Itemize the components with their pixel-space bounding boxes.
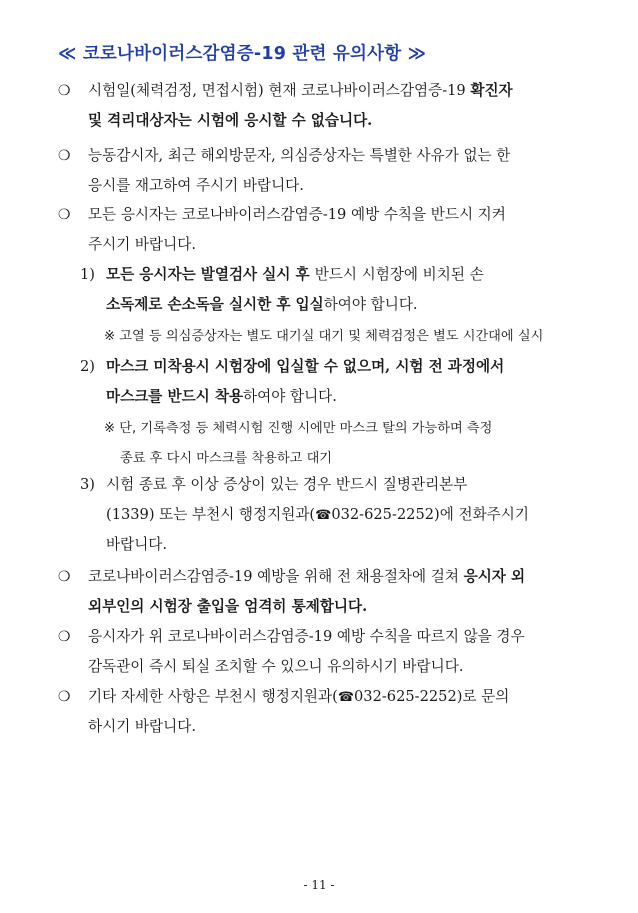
- notice-line: 능동감시자, 최근 해외방문자, 의심증상자는 특별한 사유가 없는 한: [88, 147, 511, 164]
- notice-item-6: [88, 682, 509, 742]
- notice-item-3: [88, 200, 506, 260]
- notice-item-2: [88, 141, 510, 201]
- page-number: - 11 -: [303, 878, 335, 892]
- sub-item-number: 2): [80, 358, 95, 375]
- bullet-icon: ❍: [58, 569, 71, 585]
- notice-line: 감독관이 즉시 퇴실 조치할 수 있으니 유의하시기 바랍니다.: [88, 658, 464, 675]
- notice-item-4: [88, 562, 525, 622]
- notice-item-5: [88, 622, 525, 682]
- bullet-icon: ❍: [58, 689, 71, 705]
- notice-line: 코로나바이러스감염증-19 예방을 위해 전 채용절차에 걸쳐 응시자 외: [88, 568, 526, 585]
- page-title: ≪ 코로나바이러스감염증-19 관련 유의사항 ≫: [58, 44, 427, 64]
- notice-line: 마스크 미착용시 시험장에 입실할 수 없으며, 시험 전 과정에서: [106, 358, 505, 375]
- sub-item-number: 3): [80, 476, 95, 493]
- bullet-icon: ❍: [58, 148, 71, 164]
- sub-item-note: ※ 단, 기록측정 등 체력시험 진행 시에만 마스크 탈의 가능하며 측정 종료 후 다시 마스크를 착용하고 대기: [104, 421, 493, 466]
- sub-item-note: ※ 고열 등 의심증상자는 별도 대기실 대기 및 체력검정은 별도 시간대에 실시: [104, 329, 544, 344]
- notice-line: 외부인의 시험장 출입을 엄격히 통제합니다.: [88, 598, 368, 615]
- notice-line: 시험 종료 후 이상 증상이 있는 경우 반드시 질병관리본부: [106, 476, 468, 493]
- notice-line: 마스크를 반드시 착용하여야 합니다.: [106, 388, 337, 405]
- notice-line: 소독제로 손소독을 실시한 후 입실하여야 합니다.: [106, 296, 418, 313]
- notice-item-1: [88, 76, 513, 136]
- notice-line: 기타 자세한 사항은 부천시 행정지원과(☎032-625-2252)로 문의: [88, 688, 510, 705]
- bullet-icon: ❍: [58, 629, 71, 645]
- phone-icon: ☎: [315, 508, 332, 523]
- notice-line: 응시자가 위 코로나바이러스감염증-19 예방 수칙을 따르지 않을 경우: [88, 628, 525, 645]
- notice-line: 주시기 바랍니다.: [88, 236, 196, 253]
- phone-icon: ☎: [337, 690, 355, 705]
- sub-item-2: [106, 352, 504, 412]
- notice-line: 모든 응시자는 코로나바이러스감염증-19 예방 수칙을 반드시 지켜: [88, 206, 506, 223]
- notice-line: (1339) 또는 부천시 행정지원과(☎032-625-2252)에 전화주시기: [106, 506, 529, 523]
- notice-line: 및 격리대상자는 시험에 응시할 수 없습니다.: [88, 112, 373, 129]
- sub-item-number: 1): [80, 266, 95, 283]
- bullet-icon: ❍: [58, 83, 71, 99]
- notice-line: 하시기 바랍니다.: [88, 718, 196, 735]
- notice-line: 응시를 재고하여 주시기 바랍니다.: [88, 177, 304, 194]
- notice-line: 시험일(체력검정, 면접시험) 현재 코로나바이러스감염증-19 확진자: [88, 82, 513, 99]
- sub-item-3: [106, 470, 529, 560]
- bullet-icon: ❍: [58, 207, 71, 223]
- notice-line: 모든 응시자는 발열검사 실시 후 반드시 시험장에 비치된 손: [106, 266, 484, 283]
- notice-line: 바랍니다.: [106, 536, 168, 553]
- sub-item-1: [106, 260, 484, 320]
